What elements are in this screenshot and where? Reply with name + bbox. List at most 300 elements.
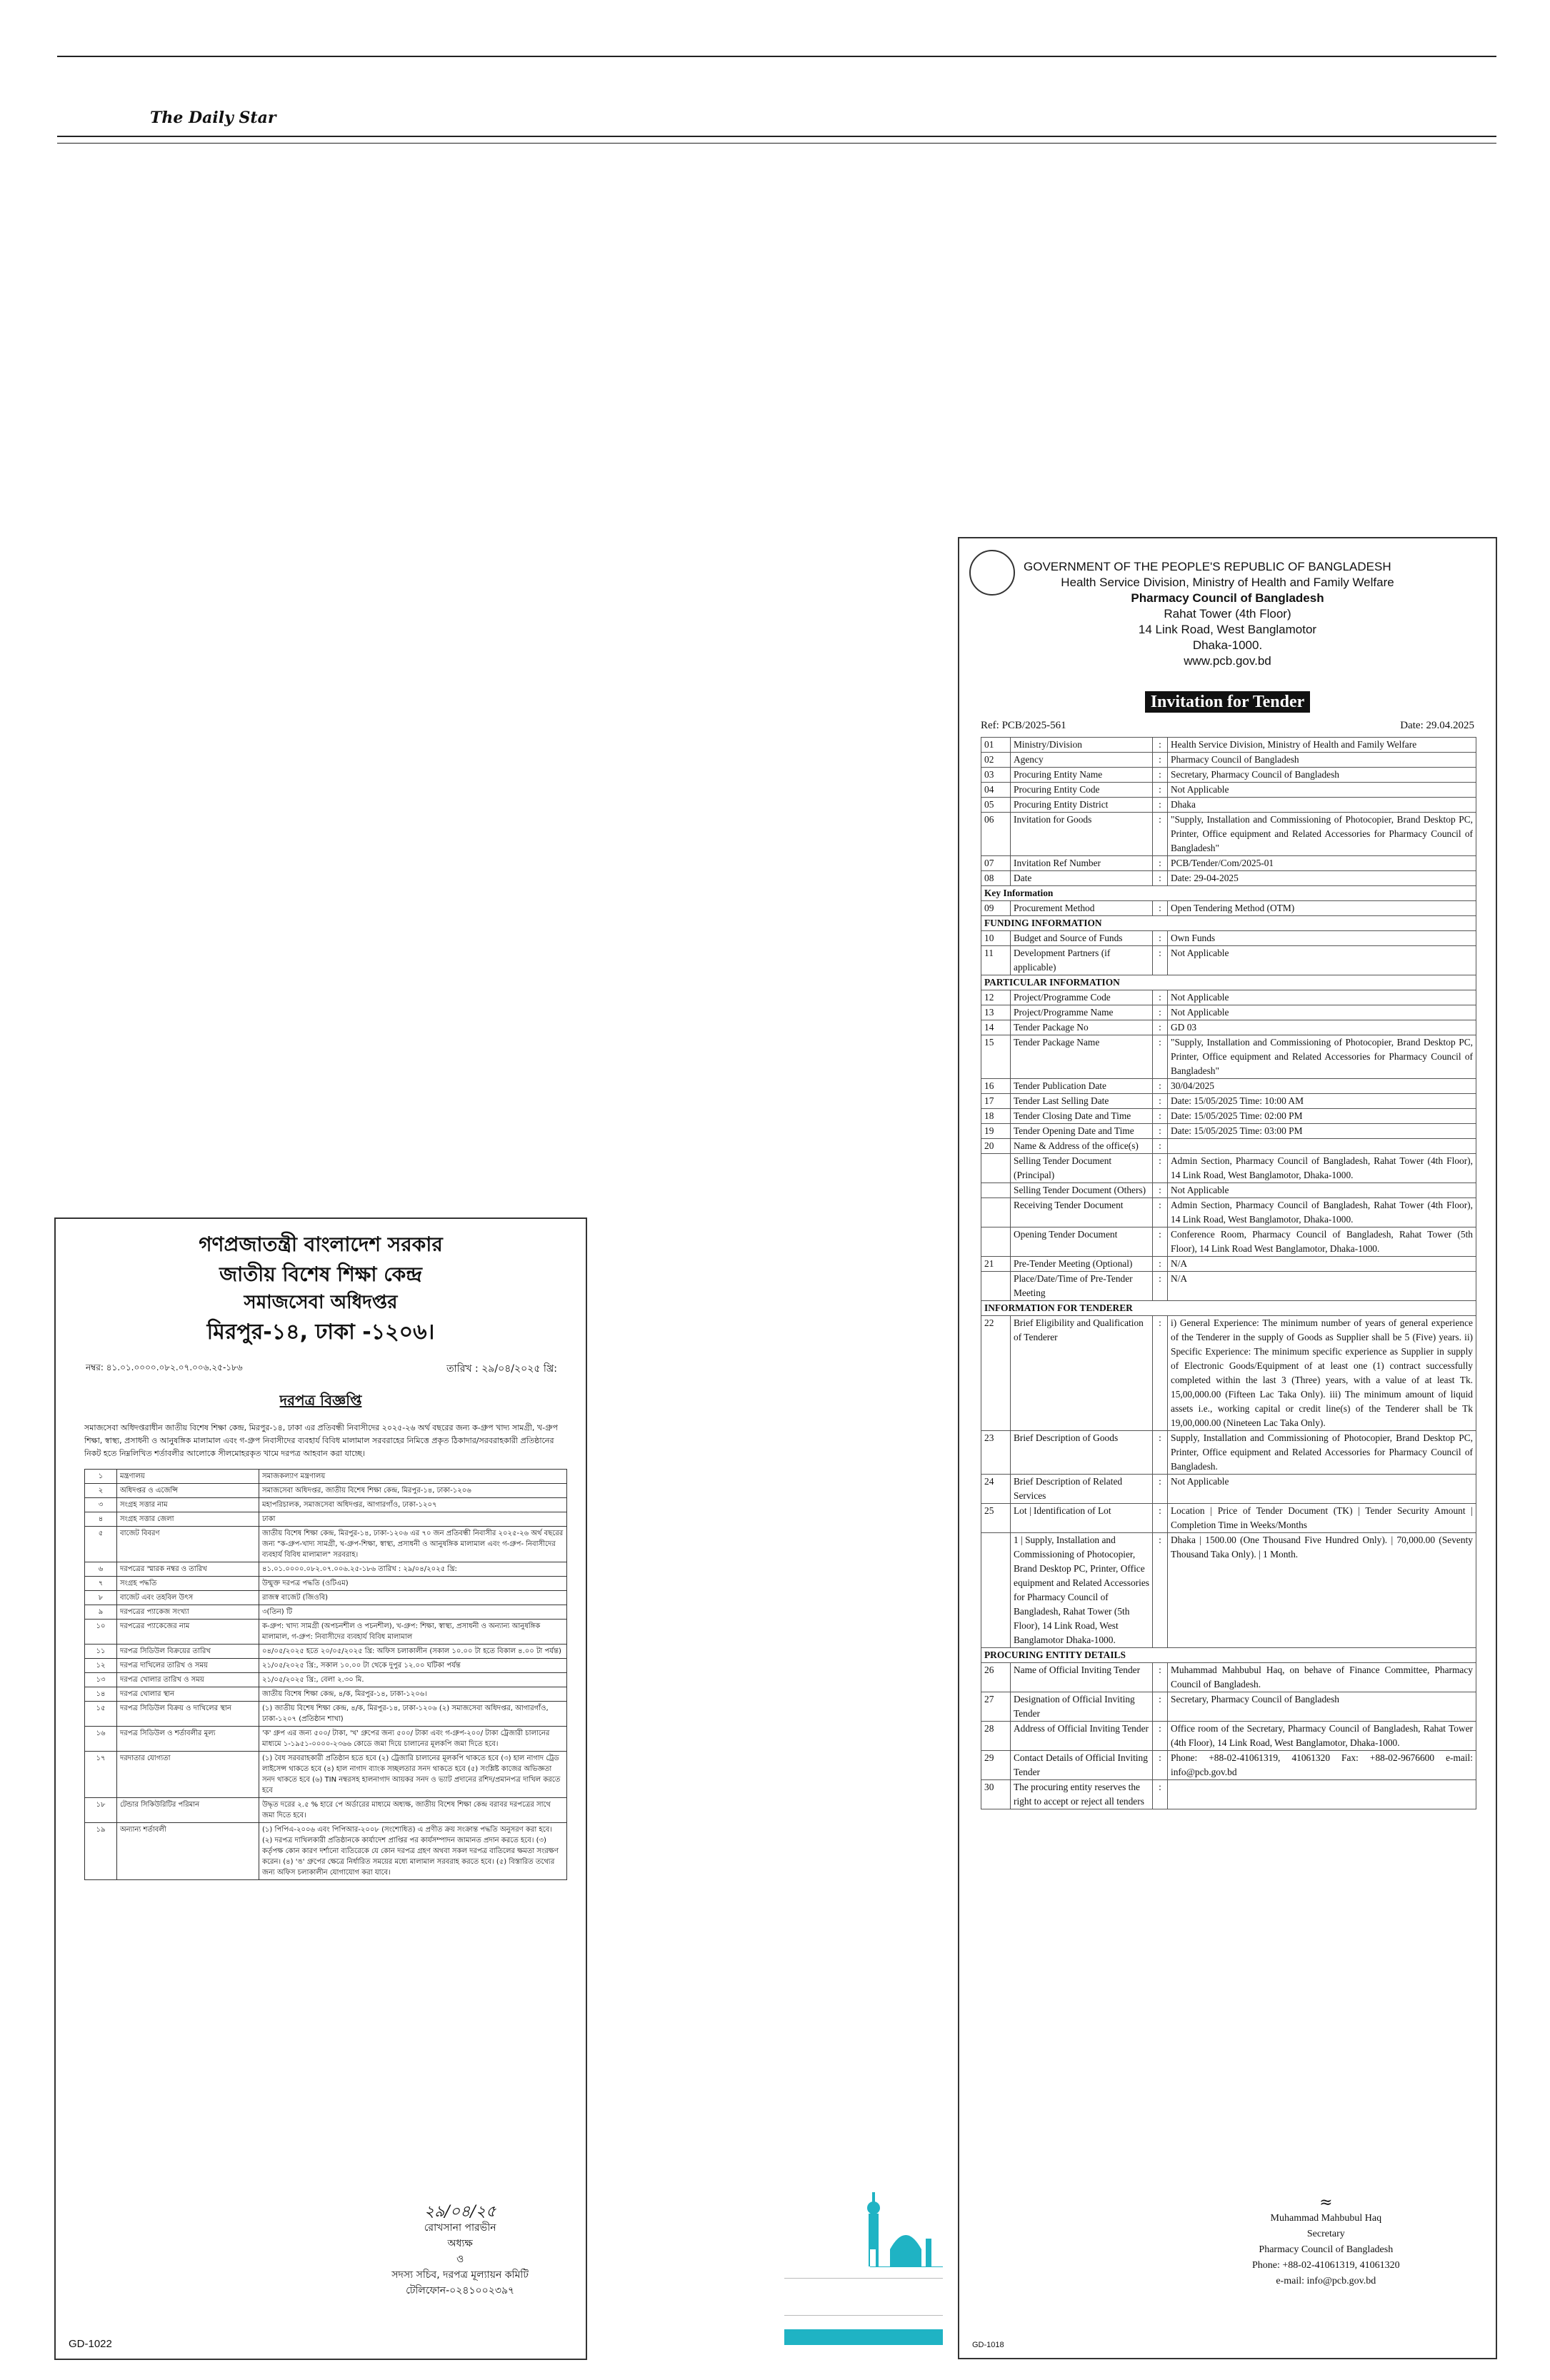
table-row: [981, 1431, 1476, 1475]
row-label: Project/Programme Name: [1011, 1005, 1153, 1020]
pharmacy-tender-notice: [958, 537, 1497, 2359]
row-number: 04: [981, 783, 1011, 798]
table-row: [85, 1645, 567, 1659]
row-label: মন্ত্রণালয়: [117, 1470, 259, 1484]
table-row: [981, 768, 1476, 783]
row-number: ৬: [85, 1562, 117, 1577]
row-colon: :: [1153, 1183, 1168, 1198]
table-row: [85, 1498, 567, 1512]
row-value: জাতীয় বিশেষ শিক্ষা কেন্দ্র, ৪/ক, মিরপুর-১৪, ঢাকা-১২০৬।: [259, 1687, 567, 1702]
row-number: 02: [981, 753, 1011, 768]
row-value: ২১/০৫/২০২৫ খ্রি:, বেলা ২.৩০ মি.: [259, 1673, 567, 1687]
row-value: (১) জাতীয় বিশেষ শিক্ষা কেন্দ্র, ৪/ক, মিরপুর-১৪, ঢাকা-১২০৬ (২) সমাজসেবা অধিদপ্তর, আগারগাঁও, ঢাকা-১২০৭ (প্রতিষ্ঠান শাখা): [259, 1702, 567, 1727]
newspaper-masthead: The Daily Star: [150, 109, 276, 127]
row-label: Brief Description of Related Services: [1011, 1475, 1153, 1504]
row-number: ১৫: [85, 1702, 117, 1727]
row-number: 15: [981, 1035, 1011, 1079]
table-row: [85, 1591, 567, 1605]
row-label: টেন্ডার সিকিউরিটির পরিমান: [117, 1798, 259, 1823]
table-row: [981, 1227, 1476, 1257]
signer-line: ও: [456, 2254, 464, 2265]
row-value: Admin Section, Pharmacy Council of Bangladesh, Rahat Tower (4th Floor), 14 Link Road, West Banglamotor, Dhaka-1000.: [1168, 1154, 1476, 1183]
table-row: [981, 1316, 1476, 1431]
row-label: সংগ্রহ সত্তার নাম: [117, 1498, 259, 1512]
row-colon: :: [1153, 1020, 1168, 1035]
address-line: Dhaka-1000.: [1192, 638, 1263, 652]
notice-date: Date: 29.04.2025: [1400, 720, 1474, 731]
row-value: "Supply, Installation and Commissioning of Photocopier, Brand Desktop PC, Printer, Office equipment and Related Accessories for Pharmacy Council of Bangladesh": [1168, 1035, 1476, 1079]
row-value: Conference Room, Pharmacy Council of Bangladesh, Rahat Tower (5th Floor), 14 Link Road West Banglamotor, Dhaka-1000.: [1168, 1227, 1476, 1257]
row-label: Agency: [1011, 753, 1153, 768]
row-number: 06: [981, 813, 1011, 856]
row-colon: :: [1153, 1079, 1168, 1094]
section-heading: Key Information: [981, 886, 1476, 901]
row-number: 26: [981, 1663, 1011, 1692]
row-number: 09: [981, 901, 1011, 916]
row-colon: :: [1153, 768, 1168, 783]
table-row: [85, 1659, 567, 1673]
row-label: Selling Tender Document (Others): [1011, 1183, 1153, 1198]
row-value: জাতীয় বিশেষ শিক্ষা কেন্দ্র, মিরপুর-১৪, ঢাকা-১২০৬ এর ৭০ জন প্রতিবন্ধী নিবাসীর ২০২৫-২৬ অর্থ বছরের জন্য "ক-গ্রুপ-খাদ্য সামগ্রী, খ-গ্রুপ-শিক্ষা, স্বাস্থ্য, প্রসাধনী ও আনুষঙ্গিক মালামাল এবং গ-গ্রুপ- নিবাসীদের ব্যবহার্য বিবিধ মালামাল" সরবরাহ।: [259, 1527, 567, 1562]
signer-line: সদস্য সচিব, দরপত্র মূল্যায়ন কমিটি: [391, 2269, 529, 2281]
table-row: [85, 1687, 567, 1702]
row-number: 22: [981, 1316, 1011, 1431]
notice-header-line: সমাজসেবা অধিদপ্তর: [244, 1292, 398, 1313]
row-number: ১৯: [85, 1823, 117, 1880]
row-number: ১৭: [85, 1752, 117, 1798]
row-label: Designation of Official Inviting Tender: [1011, 1692, 1153, 1722]
row-colon: :: [1153, 1475, 1168, 1504]
row-value: Pharmacy Council of Bangladesh: [1168, 753, 1476, 768]
row-colon: :: [1153, 1124, 1168, 1139]
signer-line: রোখসানা পারভীন: [424, 2222, 496, 2234]
row-number: 20: [981, 1139, 1011, 1154]
row-value: 'ক' গ্রুপ এর জন্য ৫০০/ টাকা, 'খ' গ্রুপের জন্য ৫০০/ টাকা এবং গ-গ্রুপ-২০০/ টাকা ট্রেজারী চালানের মাধ্যমে ১-১৯৫১-০০০০-২৩৬৬ কোডে জমা দিয়ে চালানের মূলকপি জমা দিতে হবে।: [259, 1727, 567, 1752]
row-colon: :: [1153, 1663, 1168, 1692]
row-colon: :: [1153, 1272, 1168, 1301]
row-number: ১০: [85, 1620, 117, 1645]
row-value: (১) পিপিএ-২০০৬ এবং পিপিআর-২০০৮ (সংশোধিত) এ প্রণীত ক্রয় সংক্রান্ত পদ্ধতি অনুসরণ করা হবে। (২) দরপত্র দাখিলকারী প্রতিষ্ঠানকে কার্যাদেশ প্রাপ্তির পর কার্যসম্পাদন জামানত প্রদান করতে হবে। (৩) কর্তৃপক্ষ কোন কারণ দর্শানো ব্যতিরেকে যে কোন দরপত্র গ্রহণ অথবা সকল দরপত্র বাতিলের ক্ষমতা সংরক্ষণ করেন। (৪) 'ঙ' গ্রুপের ক্ষেত্রে নির্ধারিত সময়ের মধ্যে মালামাল সরবরাহ করতে হবে। (৫) বিস্তারিত তথ্যের জন্য অফিস চলাকালীন যোগাযোগ করা যাবে।: [259, 1823, 567, 1880]
row-value: Date: 15/05/2025 Time: 02:00 PM: [1168, 1109, 1476, 1124]
section-heading: INFORMATION FOR TENDERER: [981, 1301, 1476, 1316]
table-row: [981, 975, 1476, 990]
table-row: [85, 1605, 567, 1620]
handwritten-signature: ≈: [1319, 2194, 1333, 2211]
table-row: [85, 1470, 567, 1484]
gd-number: GD-1018: [972, 2341, 1004, 2349]
row-label: Tender Last Selling Date: [1011, 1094, 1153, 1109]
table-row: [981, 871, 1476, 886]
row-colon: :: [1153, 871, 1168, 886]
table-row: [981, 1504, 1476, 1533]
table-row: [85, 1577, 567, 1591]
row-value: Date: 29-04-2025: [1168, 871, 1476, 886]
row-label: The procuring entity reserves the right to accept or reject all tenders: [1011, 1780, 1153, 1809]
row-label: দরপত্রের প্যাকেজ সংখ্যা: [117, 1605, 259, 1620]
section-heading: FUNDING INFORMATION: [981, 916, 1476, 931]
row-value: Not Applicable: [1168, 1005, 1476, 1020]
table-row: [85, 1620, 567, 1645]
row-value: মহাপরিচালক, সমাজসেবা অধিদপ্তর, আগারগাঁও, ঢাকা-১২০৭: [259, 1498, 567, 1512]
table-row: [85, 1702, 567, 1727]
table-row: [981, 1139, 1476, 1154]
row-colon: :: [1153, 753, 1168, 768]
table-row: [981, 1301, 1476, 1316]
table-row: [981, 1124, 1476, 1139]
row-number: ১৮: [85, 1798, 117, 1823]
row-label: Place/Date/Time of Pre-Tender Meeting: [1011, 1272, 1153, 1301]
website-text: www.pcb.gov.bd: [1184, 654, 1271, 668]
row-value: সমাজকল্যাণ মন্ত্রণালয়: [259, 1470, 567, 1484]
row-colon: :: [1153, 1780, 1168, 1809]
table-row: [981, 738, 1476, 753]
row-number: [981, 1154, 1011, 1183]
table-row: [981, 1183, 1476, 1198]
row-label: দরপত্র খোলার স্থান: [117, 1687, 259, 1702]
table-row: [981, 1198, 1476, 1227]
row-colon: :: [1153, 783, 1168, 798]
section-heading: PARTICULAR INFORMATION: [981, 975, 1476, 990]
row-colon: :: [1153, 1035, 1168, 1079]
row-number: 16: [981, 1079, 1011, 1094]
row-label: Brief Eligibility and Qualification of Tenderer: [1011, 1316, 1153, 1431]
row-label: Name of Official Inviting Tender: [1011, 1663, 1153, 1692]
row-value: ৪১.০১.০০০০.০৮২.০৭.০০৬.২৫-১৮৬ তারিখ : ২৯/০৪/২০২৫ খ্রি:: [259, 1562, 567, 1577]
row-number: 18: [981, 1109, 1011, 1124]
table-row: [981, 1533, 1476, 1648]
notice-intro: সমাজসেবা অধিদপ্তরাধীন জাতীয় বিশেষ শিক্ষা কেন্দ্র, মিরপুর-১৪, ঢাকা এর প্রতিবন্ধী নিবাসীদের ২০২৫-২৬ অর্থ বছরের জন্য ক-গ্রুপ খাদ্য সামগ্রী, খ-গ্রুপ শিক্ষা, স্বাস্থ্য, প্রসাধনী ও আনুষঙ্গিক মালামাল এবং গ-গ্রুপ নিবাসীদের ব্যবহার্য বিবিধ মালামাল সরবরাহের নিমিত্তে প্রকৃত ঠিকাদার/সরবরাহকারী প্রতিষ্ঠানের নিকট হতে নিম্নলিখিত শর্তাবলীর আলোকে সীলমোহরকৃত খামে দরপত্র আহবান করা যাচ্ছে।: [84, 1423, 558, 1458]
row-value: Not Applicable: [1168, 783, 1476, 798]
table-row: [981, 753, 1476, 768]
row-label: বাজেট বিবরণ: [117, 1527, 259, 1562]
row-number: 30: [981, 1780, 1011, 1809]
row-label: সংগ্রহ পদ্ধতি: [117, 1577, 259, 1591]
row-number: 10: [981, 931, 1011, 946]
row-value: Not Applicable: [1168, 946, 1476, 975]
row-value: Secretary, Pharmacy Council of Bangladesh: [1168, 768, 1476, 783]
row-label: দরপত্র সিডিউল বিক্রয় ও দাখিলের স্থান: [117, 1702, 259, 1727]
row-colon: :: [1153, 738, 1168, 753]
row-value: Not Applicable: [1168, 1183, 1476, 1198]
table-row: [981, 886, 1476, 901]
table-row: [981, 1663, 1476, 1692]
row-value: Dhaka: [1168, 798, 1476, 813]
table-row: [85, 1823, 567, 1880]
address-line: 14 Link Road, West Banglamotor: [1138, 623, 1317, 636]
row-colon: :: [1153, 1431, 1168, 1475]
row-value: N/A: [1168, 1272, 1476, 1301]
row-colon: :: [1153, 1257, 1168, 1272]
section-heading: PROCURING ENTITY DETAILS: [981, 1648, 1476, 1663]
table-row: [85, 1673, 567, 1687]
row-number: 11: [981, 946, 1011, 975]
signer-line: Pharmacy Council of Bangladesh: [1259, 2244, 1394, 2255]
row-label: Receiving Tender Document: [1011, 1198, 1153, 1227]
row-number: ৩: [85, 1498, 117, 1512]
signer-line: e-mail: info@pcb.gov.bd: [1276, 2276, 1376, 2286]
row-value: সমাজসেবা অধিদপ্তর, জাতীয় বিশেষ শিক্ষা কেন্দ্র, মিরপুর-১৪, ঢাকা-১২০৬: [259, 1484, 567, 1498]
notice-title: দরপত্র বিজ্ঞপ্তি: [279, 1392, 362, 1409]
table-row: [85, 1798, 567, 1823]
table-row: [981, 1079, 1476, 1094]
government-name: GOVERNMENT OF THE PEOPLE'S REPUBLIC OF BANGLADESH: [1024, 560, 1391, 573]
row-number: ২: [85, 1484, 117, 1498]
row-label: Budget and Source of Funds: [1011, 931, 1153, 946]
row-label: Contact Details of Official Inviting Tender: [1011, 1751, 1153, 1780]
row-colon: :: [1153, 901, 1168, 916]
row-label: Ministry/Division: [1011, 738, 1153, 753]
row-label: Address of Official Inviting Tender: [1011, 1722, 1153, 1751]
row-value: Not Applicable: [1168, 990, 1476, 1005]
table-row: [981, 1751, 1476, 1780]
row-number: 05: [981, 798, 1011, 813]
row-colon: :: [1153, 798, 1168, 813]
table-row: [85, 1727, 567, 1752]
row-label: Development Partners (if applicable): [1011, 946, 1153, 975]
header-rule-thin: [57, 143, 1496, 144]
row-value: Own Funds: [1168, 931, 1476, 946]
row-value: [1168, 1139, 1476, 1154]
row-colon: :: [1153, 1722, 1168, 1751]
handwritten-signature: ২৯/০৪/২৫: [424, 2203, 496, 2221]
row-number: 13: [981, 1005, 1011, 1020]
row-value: রাজস্ব বাজেট (জিওবি): [259, 1591, 567, 1605]
table-row: [981, 901, 1476, 916]
notice-header-line: গণপ্রজাতন্ত্রী বাংলাদেশ সরকার: [199, 1232, 443, 1256]
table-row: [981, 1154, 1476, 1183]
table-row: [981, 1020, 1476, 1035]
table-row: [981, 1094, 1476, 1109]
table-row: [981, 931, 1476, 946]
row-label: Name & Address of the office(s): [1011, 1139, 1153, 1154]
row-number: 01: [981, 738, 1011, 753]
table-row: [85, 1512, 567, 1527]
row-number: 27: [981, 1692, 1011, 1722]
row-number: ৯: [85, 1605, 117, 1620]
table-row: [981, 1722, 1476, 1751]
row-number: 21: [981, 1257, 1011, 1272]
row-number: 28: [981, 1722, 1011, 1751]
row-colon: :: [1153, 1198, 1168, 1227]
row-label: সংগ্রহ সত্তার জেলা: [117, 1512, 259, 1527]
row-colon: :: [1153, 1227, 1168, 1257]
row-number: ৫: [85, 1527, 117, 1562]
row-value: ৩(তিন) টি: [259, 1605, 567, 1620]
row-number: 24: [981, 1475, 1011, 1504]
mosque-graphic: [784, 2171, 943, 2349]
row-label: দরপত্র সিডিউল বিক্রয়ের তারিখ: [117, 1645, 259, 1659]
row-colon: :: [1153, 1533, 1168, 1648]
row-colon: :: [1153, 946, 1168, 975]
row-number: 23: [981, 1431, 1011, 1475]
row-value: Muhammad Mahbubul Haq, on behave of Finance Committee, Pharmacy Council of Bangladesh.: [1168, 1663, 1476, 1692]
row-number: 17: [981, 1094, 1011, 1109]
signer-line: Muhammad Mahbubul Haq: [1270, 2213, 1382, 2224]
row-label: Opening Tender Document: [1011, 1227, 1153, 1257]
row-label: Date: [1011, 871, 1153, 886]
row-label: দরপত্র দাখিলের তারিখ ও সময়: [117, 1659, 259, 1673]
row-label: দরপত্রের প্যাকেজের নাম: [117, 1620, 259, 1645]
row-number: [981, 1533, 1011, 1648]
table-row: [981, 1692, 1476, 1722]
row-number: 03: [981, 768, 1011, 783]
row-value: ০৪/০৫/২০২৫ হতে ২০/০৫/২০২৫ খ্রি: অফিস চলাকালীন (সকাল ১০.০০ টা হতে বিকাল ৪.০০ টা পর্যন্ত): [259, 1645, 567, 1659]
row-number: ১৩: [85, 1673, 117, 1687]
signer-line: টেলিফোন-০২৪১০০২৩৯৭: [406, 2285, 515, 2296]
row-number: ১১: [85, 1645, 117, 1659]
tender-info-table: [981, 737, 1476, 1809]
row-number: ৮: [85, 1591, 117, 1605]
notice-header-line: মিরপুর-১৪, ঢাকা -১২০৬।: [206, 1320, 435, 1345]
table-row: [85, 1562, 567, 1577]
row-label: Project/Programme Code: [1011, 990, 1153, 1005]
row-label: দরপত্র সিডিউল ও শর্তাবলীর মূল্য: [117, 1727, 259, 1752]
row-label: Procuring Entity Name: [1011, 768, 1153, 783]
row-number: ১: [85, 1470, 117, 1484]
row-number: 12: [981, 990, 1011, 1005]
row-colon: :: [1153, 1751, 1168, 1780]
row-number: 07: [981, 856, 1011, 871]
memo-number: নম্বর: ৪১.০১.০০০০.০৮২.০৭.০০৬.২৫-১৮৬: [86, 1362, 243, 1372]
table-row: [981, 1475, 1476, 1504]
row-number: 14: [981, 1020, 1011, 1035]
row-label: Tender Publication Date: [1011, 1079, 1153, 1094]
row-label: Tender Package No: [1011, 1020, 1153, 1035]
signer-line: Phone: +88-02-41061319, 41061320: [1252, 2260, 1400, 2271]
row-value: 30/04/2025: [1168, 1079, 1476, 1094]
header-rule: [57, 136, 1496, 137]
row-label: Tender Opening Date and Time: [1011, 1124, 1153, 1139]
row-value: i) General Experience: The minimum number of years of general experience of the Tenderer in the supply of Goods as Supplier shall be 5 (Five) years. ii) Specific Experience: The minimum specific experience as Supplier in supply of Electronic Goods/Equipment of at least one (1) contract successfully completed within the last 3 (Three) years, with a value of at least Tk. 15,00,000.00 (Fifteen Lac Taka Only). iii) The minimum amount of liquid assets i.e., working capital or credit line(s) of the Tenderer shall be Tk 19,00,000.00 (Nineteen Lac Taka Only).: [1168, 1316, 1476, 1431]
row-colon: :: [1153, 1316, 1168, 1431]
table-row: [981, 1648, 1476, 1663]
table-row: [85, 1752, 567, 1798]
row-value: PCB/Tender/Com/2025-01: [1168, 856, 1476, 871]
row-value: (১) বৈধ সরবরাহকারী প্রতিষ্ঠান হতে হবে (২) ট্রেজারি চালানের মূলকপি থাকতে হবে (৩) হাল নাগাদ ট্রেড লাইসেন্স থাকতে হবে (৪) হাল নাগাদ ব্যাংক সচ্ছলতার সনদ থাকতে হবে (৫) সংশ্লিষ্ট কাজের অভিজ্ঞতা সনদ থাকতে হবে (৬) TIN নম্বরসহ হালনাগাদ আয়কর সনদ ও ভ্যাট প্রদানের রশিদ/প্রমানপত্র দাখিল করতে হবে: [259, 1752, 567, 1798]
row-number: ১২: [85, 1659, 117, 1673]
row-colon: :: [1153, 1692, 1168, 1722]
row-label: Invitation Ref Number: [1011, 856, 1153, 871]
row-label: Tender Package Name: [1011, 1035, 1153, 1079]
row-value: Date: 15/05/2025 Time: 10:00 AM: [1168, 1094, 1476, 1109]
row-number: ১৪: [85, 1687, 117, 1702]
tender-title: [959, 693, 1496, 712]
row-value: ২১/০৫/২০২৫ খ্রি:, সকাল ১০.০০ টা থেকে দুপুর ১২.০০ ঘটিকা পর্যন্ত: [259, 1659, 567, 1673]
table-row: [981, 1272, 1476, 1301]
row-label: অধিদপ্তর ও এজেন্সি: [117, 1484, 259, 1498]
row-value: Phone: +88-02-41061319, 41061320 Fax: +88-02-9676600 e-mail: info@pcb.gov.bd: [1168, 1751, 1476, 1780]
address-line: Rahat Tower (4th Floor): [1164, 607, 1291, 621]
row-value: ঢাকা: [259, 1512, 567, 1527]
row-number: [981, 1272, 1011, 1301]
table-row: [981, 798, 1476, 813]
row-value: N/A: [1168, 1257, 1476, 1272]
division-name: Health Service Division, Ministry of Health and Family Welfare: [1061, 576, 1394, 589]
row-value: Not Applicable: [1168, 1475, 1476, 1504]
table-row: [981, 1109, 1476, 1124]
row-value: উদ্ধৃত দরের ২.৫ % হারে পে অর্ডারের মাধ্যমে অধ্যক্ষ, জাতীয় বিশেষ শিক্ষা কেন্দ্র বরাবর দরপত্রের সাথে জমা দিতে হবে।: [259, 1798, 567, 1823]
row-value: Open Tendering Method (OTM): [1168, 901, 1476, 916]
table-row: [85, 1527, 567, 1562]
row-label: Tender Closing Date and Time: [1011, 1109, 1153, 1124]
table-row: [981, 856, 1476, 871]
signer-line: Secretary: [1306, 2229, 1345, 2239]
table-row: [981, 1035, 1476, 1079]
council-name: Pharmacy Council of Bangladesh: [1131, 591, 1324, 605]
row-value: Dhaka | 1500.00 (One Thousand Five Hundred Only). | 70,000.00 (Seventy Thousand Taka Only). | 1 Month.: [1168, 1533, 1476, 1648]
tender-signature-block: [1252, 2195, 1400, 2289]
row-label: Selling Tender Document (Principal): [1011, 1154, 1153, 1183]
row-number: [981, 1227, 1011, 1257]
table-row: [981, 916, 1476, 931]
row-label: Lot | Identification of Lot: [1011, 1504, 1153, 1533]
table-row: [981, 990, 1476, 1005]
row-colon: :: [1153, 856, 1168, 871]
row-colon: :: [1153, 1139, 1168, 1154]
row-value: ক-গ্রুপ: খাদ্য সামগ্রী (অপচনশীল ও পচনশীল), খ-গ্রুপ: শিক্ষা, স্বাস্থ্য, প্রসাধনী ও অন্যান্য আনুষঙ্গিক মালামাল, গ-গ্রুপ: নিবাসীদের ব্যবহার্য বিবিধ মালামাল: [259, 1620, 567, 1645]
row-label: অন্যান্য শর্তাবলী: [117, 1823, 259, 1880]
row-value: Date: 15/05/2025 Time: 03:00 PM: [1168, 1124, 1476, 1139]
row-colon: :: [1153, 1109, 1168, 1124]
row-value: [1168, 1780, 1476, 1809]
bangla-tender-table: [84, 1469, 567, 1880]
row-number: [981, 1198, 1011, 1227]
row-colon: :: [1153, 1005, 1168, 1020]
row-value: Secretary, Pharmacy Council of Bangladesh: [1168, 1692, 1476, 1722]
row-number: 08: [981, 871, 1011, 886]
reference-number: Ref: PCB/2025-561: [981, 720, 1066, 731]
row-label: Procurement Method: [1011, 901, 1153, 916]
row-colon: :: [1153, 1094, 1168, 1109]
tender-title-text: Invitation for Tender: [1145, 691, 1311, 713]
row-colon: :: [1153, 1504, 1168, 1533]
notice-header-line: জাতীয় বিশেষ শিক্ষা কেন্দ্র: [219, 1262, 422, 1286]
row-colon: :: [1153, 990, 1168, 1005]
signer-line: অধ্যক্ষ: [447, 2238, 473, 2249]
bangla-signature-block: [391, 2204, 529, 2299]
row-label: Brief Description of Goods: [1011, 1431, 1153, 1475]
row-label: বাজেট এবং তহবিল উৎস: [117, 1591, 259, 1605]
row-value: উন্মুক্ত দরপত্র পদ্ধতি (ওটিএম): [259, 1577, 567, 1591]
gd-number: GD-1022: [69, 2338, 112, 2350]
row-label: দরপত্রের স্মারক নম্বর ও তারিখ: [117, 1562, 259, 1577]
row-label: 1 | Supply, Installation and Commissioning of Photocopier, Brand Desktop PC, Printer, Office equipment and Related Accessories for Pharmacy Council of Bangladesh, Rahat Tower (5th Floor), 14 Link Road, West Banglamotor Dhaka-1000.: [1011, 1533, 1153, 1648]
table-row: [85, 1484, 567, 1498]
row-number: ১৬: [85, 1727, 117, 1752]
row-value: "Supply, Installation and Commissioning of Photocopier, Brand Desktop PC, Printer, Office equipment and Related Accessories for Pharmacy Council of Bangladesh": [1168, 813, 1476, 856]
notice-date: তারিখ : ২৯/০৪/২০২৫ খ্রি:: [446, 1363, 557, 1375]
row-label: দরদাতার যোগ্যতা: [117, 1752, 259, 1798]
row-number: [981, 1183, 1011, 1198]
row-label: দরপত্র খোলার তারিখ ও সময়: [117, 1673, 259, 1687]
row-value: GD 03: [1168, 1020, 1476, 1035]
row-number: 25: [981, 1504, 1011, 1533]
table-row: [981, 813, 1476, 856]
row-value: Office room of the Secretary, Pharmacy Council of Bangladesh, Rahat Tower (4th Floor), 14 Link Road, West Banglamotor, Dhaka-1000.: [1168, 1722, 1476, 1751]
row-number: ৭: [85, 1577, 117, 1591]
row-value: Admin Section, Pharmacy Council of Bangladesh, Rahat Tower (4th Floor), 14 Link Road, West Banglamotor, Dhaka-1000.: [1168, 1198, 1476, 1227]
top-rule: [57, 56, 1496, 57]
row-number: ৪: [85, 1512, 117, 1527]
table-row: [981, 946, 1476, 975]
row-value: Health Service Division, Ministry of Health and Family Welfare: [1168, 738, 1476, 753]
table-row: [981, 1780, 1476, 1809]
row-value: Location | Price of Tender Document (TK) | Tender Security Amount | Completion Time in Weeks/Months: [1168, 1504, 1476, 1533]
row-colon: :: [1153, 813, 1168, 856]
row-value: Supply, Installation and Commissioning of Photocopier, Brand Desktop PC, Printer, Office equipment and Related Accessories for Pharmacy Council of Bangladesh.: [1168, 1431, 1476, 1475]
bangla-tender-notice: [54, 1217, 587, 2360]
row-label: Procuring Entity District: [1011, 798, 1153, 813]
